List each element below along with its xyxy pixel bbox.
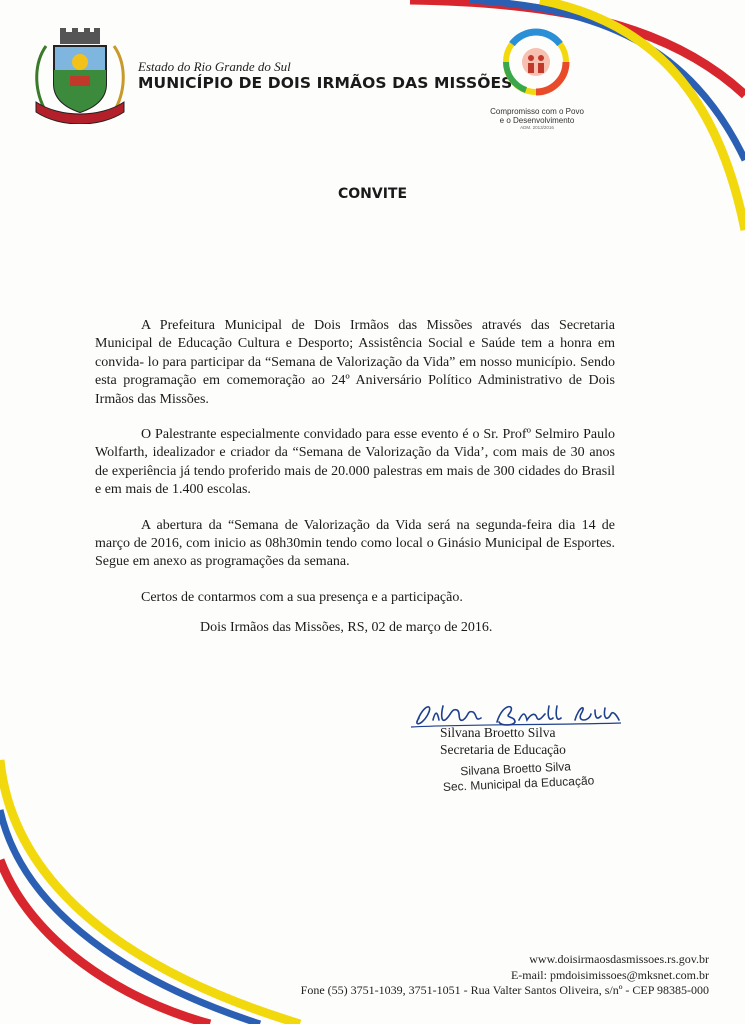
- letterhead-text: [138, 60, 512, 92]
- body-paragraph-4: Certos de contarmos com a sua presença e a participação.: [141, 589, 463, 605]
- municipality-name: MUNICÍPIO DE DOIS IRMÃOS DAS MISSÕES: [138, 74, 513, 92]
- body-paragraph-2: O Palestrante especialmente convidado para esse evento é o Sr. Profº Selmiro Paulo Wolfarth, idealizador e criador da “Semana de Valorização da Vida’, com mais de 30 anos de experiência já tendo proferido mais de 20.000 palestras em mais de 300 cidades do Brasil e em mais de 1.400 escolas.: [95, 427, 615, 498]
- body-paragraph-1: A Prefeitura Municipal de Dois Irmãos das Missões através das Secretaria Municipal de Educação Cultura e Desporto; Assistência Social e Saúde tem a honra em convida- lo para participar da “Semana de Valorização da Vida” em nosso município. Sendo esta programação em comemoração ao 24º Aniversário Político Administrativo de Dois Irmãos das Missões.: [95, 318, 615, 407]
- signer-role: Secretaria de Educação: [440, 742, 566, 757]
- footer-website: www.doisirmaosdasmissoes.rs.gov.br: [529, 952, 709, 966]
- body-paragraph-3: A abertura da “Semana de Valorização da Vida será na segunda-feira dia 14 de março de 2016, com inicio as 08h30min tendo como local o Ginásio Municipal de Esportes. Segue em anexo as programações da semana.: [95, 517, 615, 570]
- letter-footer: [301, 952, 709, 999]
- place-date-line: Dois Irmãos das Missões, RS, 02 de março de 2016.: [200, 620, 493, 635]
- stamp-role: Sec. Municipal da Educação: [442, 773, 595, 794]
- footer-contact: Fone (55) 3751-1039, 3751-1051 - Rua Valter Santos Oliveira, s/nº - CEP 98385-000: [300, 983, 709, 997]
- footer-email: E-mail: pmdoisimissoes@mksnet.com.br: [510, 967, 709, 982]
- administration-logo-caption: [478, 108, 596, 131]
- signer-block: [440, 724, 566, 758]
- letter-body: [95, 317, 615, 624]
- signer-name: Silvana Broetto Silva: [440, 725, 556, 740]
- state-line: Estado do Rio Grande do Sul: [138, 59, 291, 74]
- municipal-crest-icon: [30, 28, 130, 124]
- brand-caption-line2: e o Desenvolvimento: [499, 115, 575, 125]
- bottom-left-swoosh: [0, 760, 300, 1024]
- brand-caption-small: ADM. 2013/2016: [520, 125, 554, 130]
- administration-logo-icon: [490, 22, 582, 114]
- stamp-name: Silvana Broetto Silva: [459, 759, 572, 779]
- brand-caption-line1: Compromisso com o Povo: [490, 107, 584, 116]
- document-title: CONVITE: [337, 186, 408, 202]
